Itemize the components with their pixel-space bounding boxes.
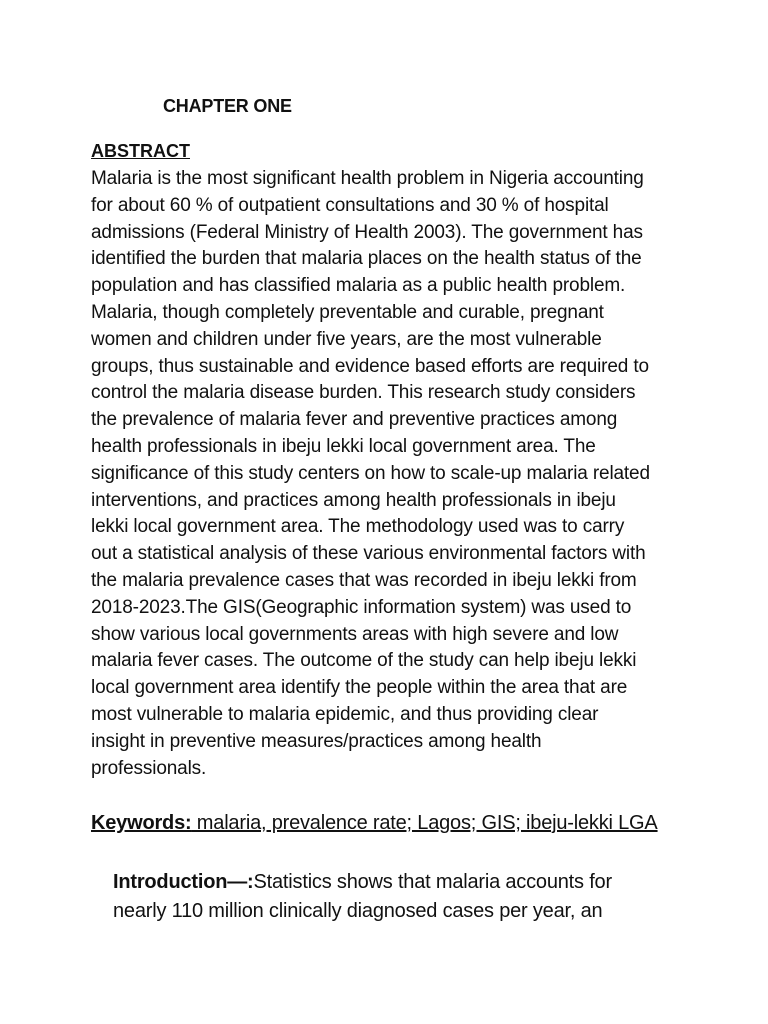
abstract-line: for about 60 % of outpatient consultations and 30 % of hospital: [91, 194, 609, 216]
abstract-line: health professionals in ibeju lekki local government area. The: [91, 435, 596, 457]
introduction-line: nearly 110 million clinically diagnosed cases per year, an: [113, 900, 603, 922]
abstract-heading: ABSTRACT: [91, 141, 190, 161]
abstract-line: women and children under five years, are the most vulnerable: [91, 328, 602, 350]
abstract-line: out a statistical analysis of these various environmental factors with: [91, 543, 646, 565]
abstract-line: population and has classified malaria as a public health problem.: [91, 275, 626, 297]
introduction-paragraph: [113, 868, 673, 926]
abstract-line: the malaria prevalence cases that was recorded in ibeju lekki from: [91, 569, 637, 591]
abstract-line: professionals.: [91, 757, 207, 779]
chapter-title: CHAPTER ONE: [163, 96, 292, 116]
abstract-line: lekki local government area. The methodology used was to carry: [91, 516, 625, 538]
abstract-line: groups, thus sustainable and evidence based efforts are required to: [91, 355, 649, 377]
introduction-line: [113, 868, 673, 897]
keywords-label: Keywords:: [91, 812, 192, 834]
abstract-line: Malaria is the most significant health problem in Nigeria accounting: [91, 168, 644, 189]
abstract-line: malaria fever cases. The outcome of the study can help ibeju lekki: [91, 650, 637, 672]
abstract-line: admissions (Federal Ministry of Health 2003). The government has: [91, 221, 643, 243]
abstract-line: identified the burden that malaria places on the health status of the: [91, 248, 642, 270]
keywords-line: [91, 812, 658, 835]
abstract-line: 2018-2023.The GIS(Geographic information system) was used to: [91, 596, 632, 618]
abstract-line: control the malaria disease burden. This research study considers: [91, 382, 636, 404]
abstract-line: Malaria, though completely preventable and curable, pregnant: [91, 301, 604, 323]
abstract-line: show various local governments areas with high severe and low: [91, 623, 619, 645]
abstract-line: significance of this study centers on how to scale-up malaria related: [91, 462, 650, 484]
abstract-line: most vulnerable to malaria epidemic, and thus providing clear: [91, 703, 599, 725]
keywords-text: malaria, prevalence rate; Lagos; GIS; ibeju-lekki LGA: [191, 812, 658, 834]
introduction-text: Statistics shows that malaria accounts for: [253, 871, 612, 893]
abstract-line: interventions, and practices among health professionals in ibeju: [91, 489, 616, 511]
abstract-line: insight in preventive measures/practices among health: [91, 730, 542, 752]
abstract-line: local government area identify the people within the area that are: [91, 677, 628, 699]
abstract-body: [91, 166, 691, 782]
introduction-label: Introduction—:: [113, 871, 254, 893]
abstract-line: the prevalence of malaria fever and preventive practices among: [91, 409, 618, 431]
